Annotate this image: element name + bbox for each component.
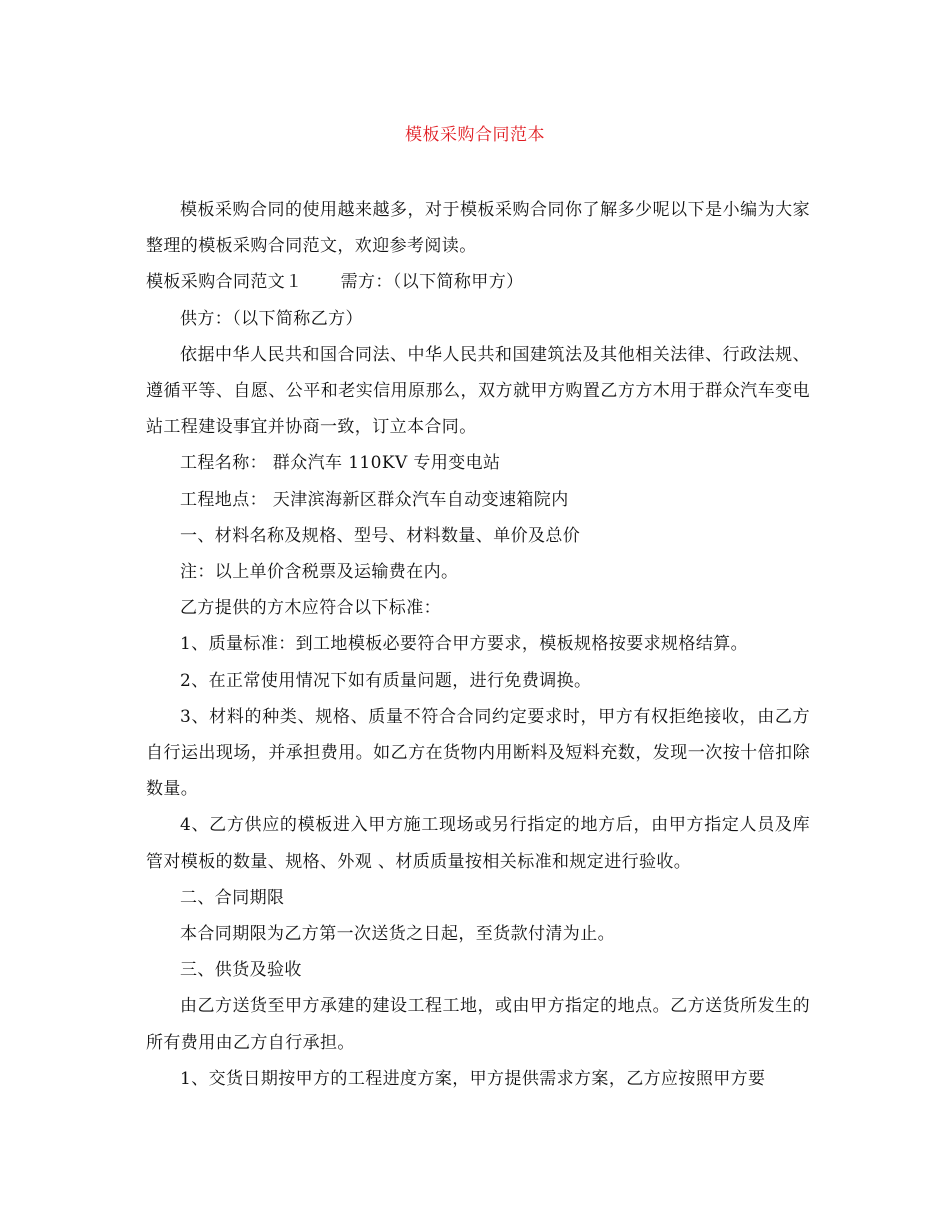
section-heading-delivery: 三、供货及验收 [180, 960, 302, 981]
clause-2-replacement: 2、在正常使用情况下如有质量问题，进行免费调换。 [180, 670, 592, 691]
clause-1-delivery-date: 1、交货日期按甲方的工程进度方案，甲方提供需求方案，乙方应按照甲方要 [180, 1068, 766, 1089]
paragraph-intro: 模板采购合同的使用越来越多，对于模板采购合同你了解多少呢以下是小编为大家整理的模板采购合同范文，欢迎参考阅读。 [146, 200, 810, 257]
clause-1-quality: 1、质量标准：到工地模板必要符合甲方要求，模板规格按要求规格结算。 [180, 634, 749, 655]
paragraph-contract-heading [146, 264, 810, 300]
paragraph-project-name: 工程名称： 群众汽车 110KV 专用变电站 [180, 453, 501, 474]
paragraph-legal-basis: 依据中华人民共和国合同法、中华人民共和国建筑法及其他相关法律、行政法规、遵循平等、自愿、公平和老实信用原那么，双方就甲方购置乙方方木用于群众汽车变电站工程建设事宜并协商一致，订立本合同。 [146, 344, 810, 438]
section-heading-term: 二、合同期限 [180, 887, 285, 908]
section-heading-materials: 一、材料名称及规格、型号、材料数量、单价及总价 [180, 525, 581, 546]
paragraph-standards: 乙方提供的方木应符合以下标准： [180, 598, 441, 619]
document-title: 模板采购合同范本 [405, 125, 545, 145]
paragraph-project-location: 工程地点： 天津滨海新区群众汽车自动变速箱院内 [180, 489, 569, 510]
paragraph-term: 本合同期限为乙方第一次送货之日起，至货款付清为止。 [180, 924, 615, 945]
contract-sample-label: 模板采购合同范文１ [146, 272, 303, 293]
clause-4-inspection: 4、乙方供应的模板进入甲方施工现场或另行指定的地方后，由甲方指定人员及库管对模板的数量、规格、外观 、材质质量按相关标准和规定进行验收。 [146, 815, 810, 872]
buyer-label: 需方：（以下简称甲方） [340, 272, 524, 293]
document-body [146, 192, 810, 1097]
clause-3-rejection: 3、材料的种类、规格、质量不符合合同约定要求时，甲方有权拒绝接收，由乙方自行运出现场，并承担费用。如乙方在货物内用断料及短料充数，发现一次按十倍扣除数量。 [146, 706, 810, 800]
paragraph-note: 注：以上单价含税票及运输费在内。 [180, 562, 459, 583]
paragraph-supplier: 供方：（以下简称乙方） [180, 308, 363, 329]
paragraph-delivery: 由乙方送货至甲方承建的建设工程工地，或由甲方指定的地点。乙方送货所发生的所有费用由乙方自行承担。 [146, 996, 810, 1053]
